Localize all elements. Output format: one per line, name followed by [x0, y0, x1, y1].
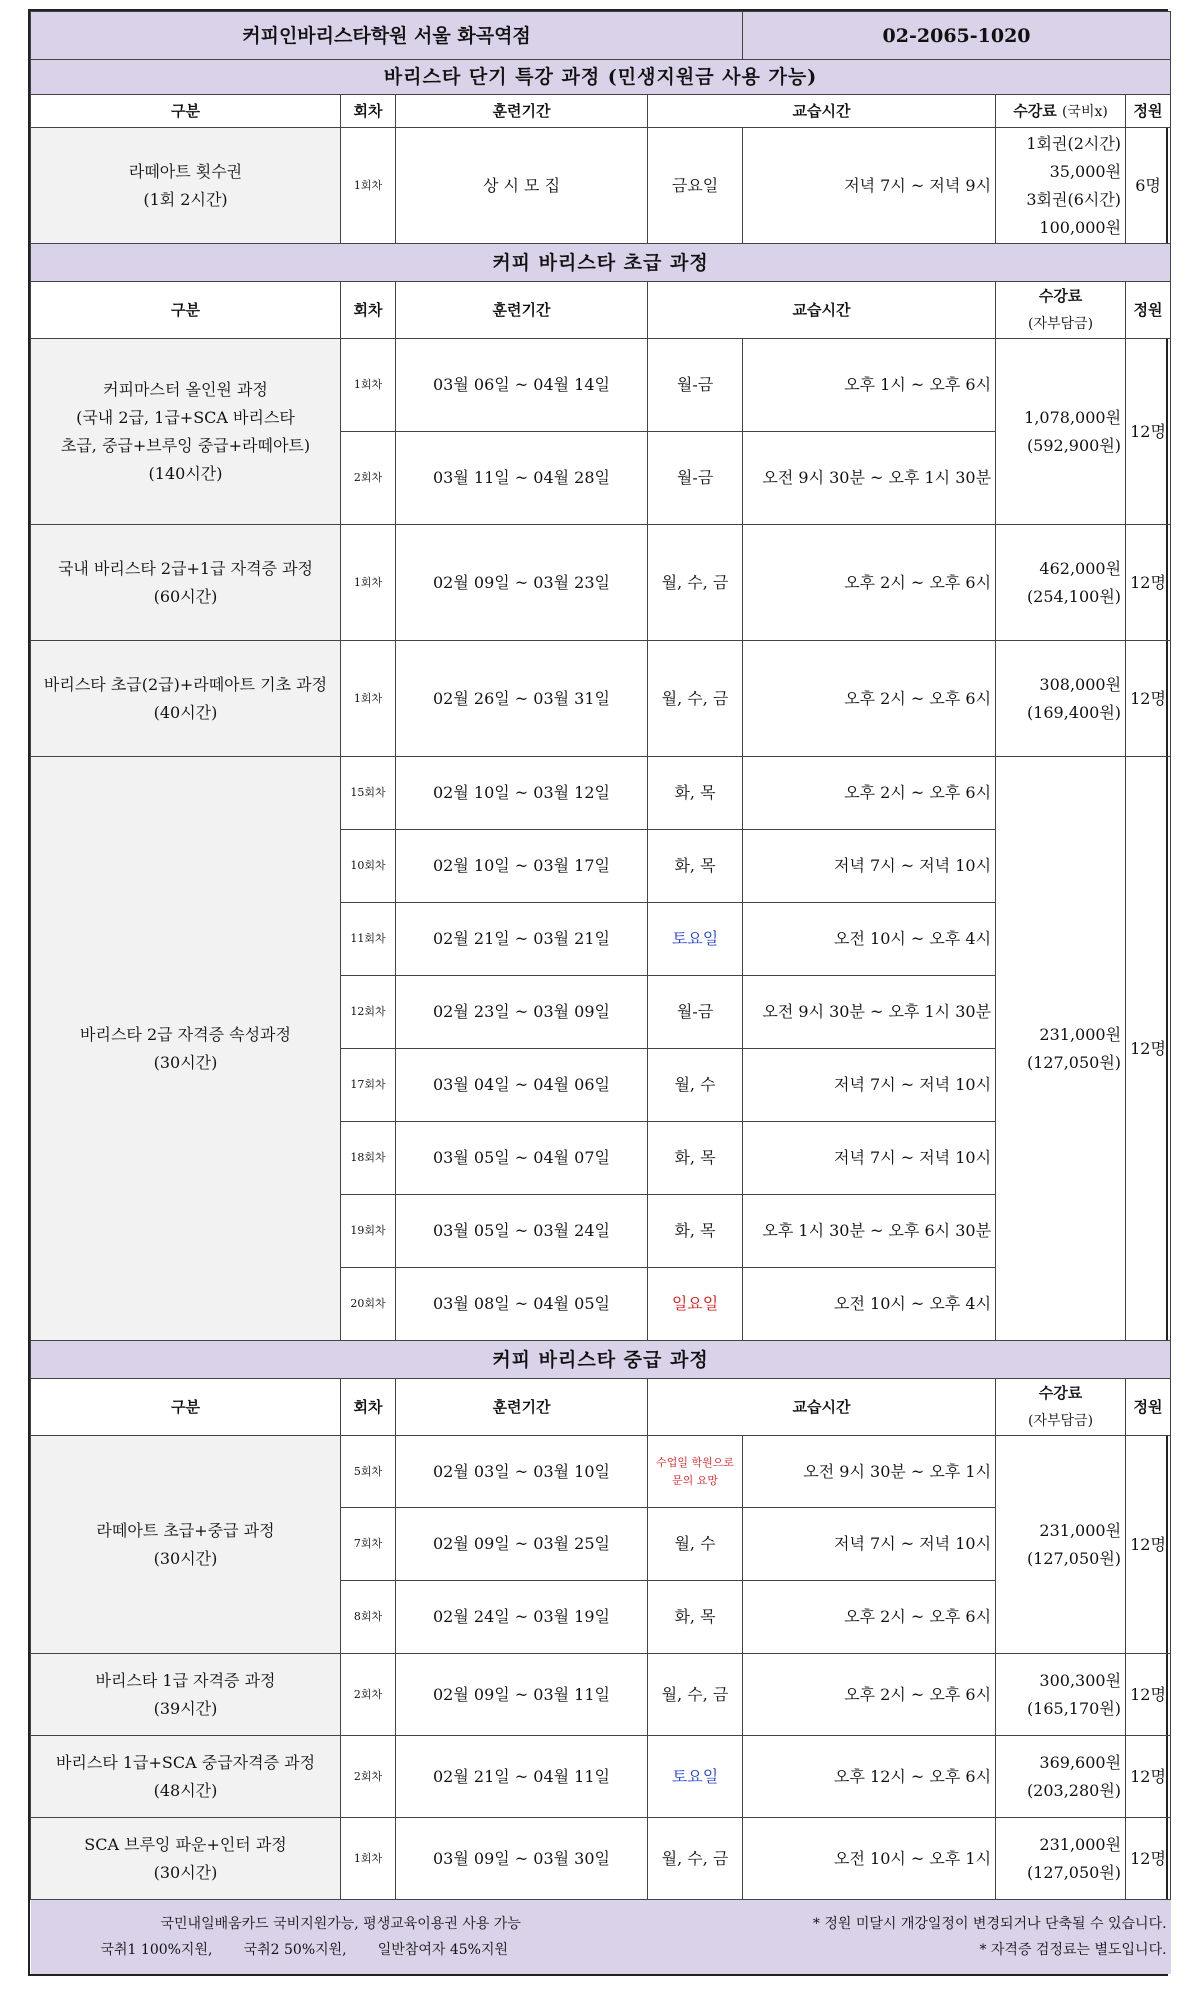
col-schedule: 교습시간	[648, 282, 996, 339]
table-row	[31, 1818, 1171, 1900]
days-cell: 수업일 학원으로 문의 요망	[648, 1436, 743, 1508]
round-cell: 5회차	[341, 1436, 396, 1508]
fee-cell: 462,000원 (254,100원)	[996, 525, 1126, 641]
col-capacity: 정원	[1126, 95, 1171, 128]
days-cell: 월, 수	[648, 1508, 743, 1581]
days-cell: 월, 수, 금	[648, 525, 743, 641]
col-period: 훈련기간	[396, 282, 648, 339]
round-cell: 7회차	[341, 1508, 396, 1581]
days-cell: 화, 목	[648, 1122, 743, 1195]
time-cell: 오후 12시 ~ 오후 6시	[743, 1736, 996, 1818]
footer-support-note: 국민내일배움카드 국비지원가능, 평생교육이용권 사용 가능 국취1 100%지원, 국취2 50%지원, 일반참여자 45%지원	[31, 1900, 743, 1974]
col-fee: 수강료 (자부담금)	[996, 1379, 1126, 1436]
round-cell: 19회차	[341, 1195, 396, 1268]
period-cell: 03월 09일 ~ 03월 30일	[396, 1818, 648, 1900]
days-cell: 금요일	[648, 128, 743, 244]
schedule-table	[30, 11, 1171, 1974]
period-cell: 02월 26일 ~ 03월 31일	[396, 641, 648, 757]
course-name: 바리스타 1급 자격증 과정 (39시간)	[31, 1654, 341, 1736]
capacity-cell: 12명	[1126, 1436, 1171, 1654]
fee-cell: 308,000원 (169,400원)	[996, 641, 1126, 757]
section3-title: 커피 바리스타 중급 과정	[31, 1341, 1171, 1379]
period-cell: 02월 10일 ~ 03월 12일	[396, 757, 648, 830]
time-cell: 저녁 7시 ~ 저녁 9시	[743, 128, 996, 244]
days-cell: 월, 수, 금	[648, 1818, 743, 1900]
col-round: 회차	[341, 1379, 396, 1436]
days-cell: 화, 목	[648, 1581, 743, 1654]
section1-title: 바리스타 단기 특강 과정 (민생지원금 사용 가능)	[31, 60, 1171, 95]
col-schedule: 교습시간	[648, 1379, 996, 1436]
round-cell: 17회차	[341, 1049, 396, 1122]
days-cell: 화, 목	[648, 1195, 743, 1268]
course-name: 바리스타 초급(2급)+라떼아트 기초 과정 (40시간)	[31, 641, 341, 757]
course-name: 라떼아트 초급+중급 과정 (30시간)	[31, 1436, 341, 1654]
capacity-cell: 12명	[1126, 339, 1171, 525]
round-cell: 2회차	[341, 432, 396, 525]
time-cell: 저녁 7시 ~ 저녁 10시	[743, 1122, 996, 1195]
period-cell: 02월 09일 ~ 03월 25일	[396, 1508, 648, 1581]
course-name: 커피마스터 올인원 과정 (국내 2급, 1급+SCA 바리스타 초급, 중급+브루잉 중급+라떼아트) (140시간)	[31, 339, 341, 525]
capacity-cell: 12명	[1126, 1654, 1171, 1736]
period-cell: 03월 11일 ~ 04월 28일	[396, 432, 648, 525]
column-header-row	[31, 95, 1171, 128]
col-category: 구분	[31, 95, 341, 128]
table-row	[31, 128, 1171, 244]
table-row	[31, 1654, 1171, 1736]
col-fee: 수강료 (자부담금)	[996, 282, 1126, 339]
section-title-row	[31, 244, 1171, 282]
academy-name: 커피인바리스타학원 서울 화곡역점	[31, 12, 743, 60]
col-capacity: 정원	[1126, 1379, 1171, 1436]
period-cell: 02월 10일 ~ 03월 17일	[396, 830, 648, 903]
days-cell: 일요일	[648, 1268, 743, 1341]
period-cell: 03월 08일 ~ 04월 05일	[396, 1268, 648, 1341]
time-cell: 오전 10시 ~ 오후 4시	[743, 1268, 996, 1341]
course-schedule-sheet	[28, 9, 1168, 1976]
time-cell: 저녁 7시 ~ 저녁 10시	[743, 830, 996, 903]
time-cell: 오후 2시 ~ 오후 6시	[743, 641, 996, 757]
footer-disclaimer: * 정원 미달시 개강일정이 변경되거나 단축될 수 있습니다. * 자격증 검정료는 별도입니다.	[743, 1900, 1171, 1974]
round-cell: 1회차	[341, 525, 396, 641]
capacity-cell: 12명	[1126, 1736, 1171, 1818]
time-cell: 오후 1시 30분 ~ 오후 6시 30분	[743, 1195, 996, 1268]
section2-title: 커피 바리스타 초급 과정	[31, 244, 1171, 282]
fee-cell: 300,300원 (165,170원)	[996, 1654, 1126, 1736]
time-cell: 오후 1시 ~ 오후 6시	[743, 339, 996, 432]
fee-cell: 369,600원 (203,280원)	[996, 1736, 1126, 1818]
period-cell: 02월 24일 ~ 03월 19일	[396, 1581, 648, 1654]
round-cell: 1회차	[341, 128, 396, 244]
table-row	[31, 641, 1171, 757]
column-header-row	[31, 1379, 1171, 1436]
time-cell: 오전 9시 30분 ~ 오후 1시	[743, 1436, 996, 1508]
header-row	[31, 12, 1171, 60]
days-cell: 월, 수	[648, 1049, 743, 1122]
period-cell: 03월 04일 ~ 04월 06일	[396, 1049, 648, 1122]
fee-cell: 231,000원 (127,050원)	[996, 757, 1126, 1341]
col-round: 회차	[341, 95, 396, 128]
days-cell: 월-금	[648, 432, 743, 525]
capacity-cell: 6명	[1126, 128, 1171, 244]
col-category: 구분	[31, 282, 341, 339]
col-round: 회차	[341, 282, 396, 339]
days-cell: 월, 수, 금	[648, 1654, 743, 1736]
period-cell: 03월 05일 ~ 04월 07일	[396, 1122, 648, 1195]
table-row	[31, 1736, 1171, 1818]
time-cell: 저녁 7시 ~ 저녁 10시	[743, 1049, 996, 1122]
col-category: 구분	[31, 1379, 341, 1436]
col-capacity: 정원	[1126, 282, 1171, 339]
fee-cell: 231,000원 (127,050원)	[996, 1818, 1126, 1900]
course-name: 바리스타 2급 자격증 속성과정 (30시간)	[31, 757, 341, 1341]
col-schedule: 교습시간	[648, 95, 996, 128]
days-cell: 화, 목	[648, 757, 743, 830]
table-row	[31, 525, 1171, 641]
round-cell: 20회차	[341, 1268, 396, 1341]
course-name: 바리스타 1급+SCA 중급자격증 과정 (48시간)	[31, 1736, 341, 1818]
days-cell: 토요일	[648, 1736, 743, 1818]
round-cell: 1회차	[341, 1818, 396, 1900]
time-cell: 오후 2시 ~ 오후 6시	[743, 757, 996, 830]
period-cell: 상 시 모 집	[396, 128, 648, 244]
time-cell: 오후 2시 ~ 오후 6시	[743, 525, 996, 641]
time-cell: 오후 2시 ~ 오후 6시	[743, 1581, 996, 1654]
days-cell: 월-금	[648, 339, 743, 432]
days-cell: 월-금	[648, 976, 743, 1049]
round-cell: 2회차	[341, 1654, 396, 1736]
period-cell: 03월 05일 ~ 03월 24일	[396, 1195, 648, 1268]
capacity-cell: 12명	[1126, 1818, 1171, 1900]
period-cell: 02월 09일 ~ 03월 23일	[396, 525, 648, 641]
time-cell: 오전 10시 ~ 오후 4시	[743, 903, 996, 976]
time-cell: 오전 9시 30분 ~ 오후 1시 30분	[743, 432, 996, 525]
academy-phone: 02-2065-1020	[743, 12, 1171, 60]
period-cell: 02월 03일 ~ 03월 10일	[396, 1436, 648, 1508]
days-cell: 월, 수, 금	[648, 641, 743, 757]
fee-cell: 231,000원 (127,050원)	[996, 1436, 1126, 1654]
round-cell: 18회차	[341, 1122, 396, 1195]
section-title-row	[31, 60, 1171, 95]
round-cell: 2회차	[341, 1736, 396, 1818]
fee-cell: 1회권(2시간) 35,000원 3회권(6시간) 100,000원	[996, 128, 1126, 244]
col-fee: 수강료 (국비x)	[996, 95, 1126, 128]
period-cell: 03월 06일 ~ 04월 14일	[396, 339, 648, 432]
table-row	[31, 1436, 1171, 1508]
capacity-cell: 12명	[1126, 757, 1171, 1341]
column-header-row	[31, 282, 1171, 339]
round-cell: 11회차	[341, 903, 396, 976]
table-row	[31, 757, 1171, 830]
round-cell: 1회차	[341, 339, 396, 432]
footer-row	[31, 1900, 1171, 1974]
course-name: 국내 바리스타 2급+1급 자격증 과정 (60시간)	[31, 525, 341, 641]
capacity-cell: 12명	[1126, 525, 1171, 641]
course-name: SCA 브루잉 파운+인터 과정 (30시간)	[31, 1818, 341, 1900]
time-cell: 저녁 7시 ~ 저녁 10시	[743, 1508, 996, 1581]
round-cell: 12회차	[341, 976, 396, 1049]
round-cell: 10회차	[341, 830, 396, 903]
table-row	[31, 339, 1171, 432]
period-cell: 02월 23일 ~ 03월 09일	[396, 976, 648, 1049]
round-cell: 1회차	[341, 641, 396, 757]
period-cell: 02월 21일 ~ 04월 11일	[396, 1736, 648, 1818]
round-cell: 8회차	[341, 1581, 396, 1654]
days-cell: 화, 목	[648, 830, 743, 903]
fee-cell: 1,078,000원 (592,900원)	[996, 339, 1126, 525]
col-period: 훈련기간	[396, 95, 648, 128]
days-cell: 토요일	[648, 903, 743, 976]
time-cell: 오후 2시 ~ 오후 6시	[743, 1654, 996, 1736]
period-cell: 02월 21일 ~ 03월 21일	[396, 903, 648, 976]
course-name: 라떼아트 횟수권 (1회 2시간)	[31, 128, 341, 244]
round-cell: 15회차	[341, 757, 396, 830]
period-cell: 02월 09일 ~ 03월 11일	[396, 1654, 648, 1736]
capacity-cell: 12명	[1126, 641, 1171, 757]
time-cell: 오전 10시 ~ 오후 1시	[743, 1818, 996, 1900]
section-title-row	[31, 1341, 1171, 1379]
time-cell: 오전 9시 30분 ~ 오후 1시 30분	[743, 976, 996, 1049]
col-period: 훈련기간	[396, 1379, 648, 1436]
